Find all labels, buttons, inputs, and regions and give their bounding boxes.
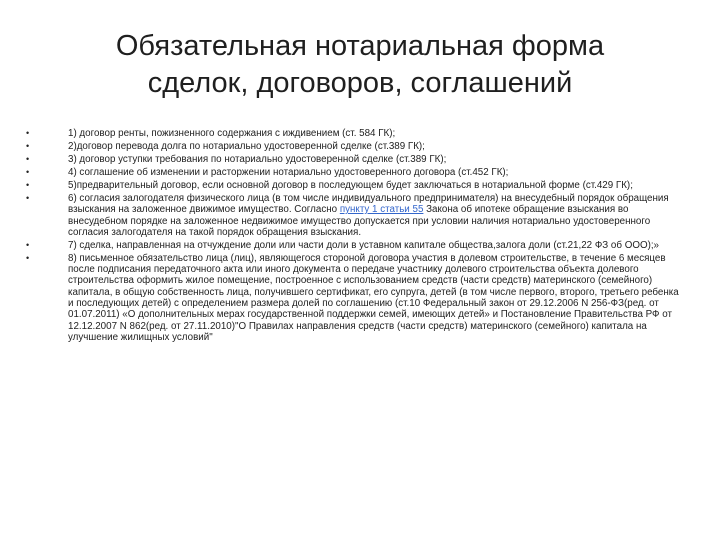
bullet-icon: •	[26, 166, 30, 177]
bullet-icon: •	[26, 153, 30, 164]
bullet-icon: •	[26, 179, 30, 190]
list-item-1	[26, 128, 686, 139]
list-item-6	[26, 193, 686, 238]
bullet-icon: •	[26, 140, 30, 151]
list-item-text: 5)предварительный договор, если основной договор в последующем будет заключаться в нотариальной форме (ст.429 ГК);	[68, 179, 633, 191]
list-item-text: 3) договор уступки требования по нотариально удостоверенной сделке (ст.389 ГК);	[68, 153, 447, 165]
law-article-link[interactable]: пункту 1 статьи 55	[339, 204, 424, 216]
bullet-icon: •	[26, 128, 30, 138]
list-item-3	[26, 154, 686, 165]
list-item-8	[26, 253, 686, 343]
list-item-2	[26, 141, 686, 152]
list-item-text: 4) соглашение об изменении и расторжении нотариально удостоверенного договора (ст.452 ГК);	[68, 166, 509, 178]
title-line-2: сделок, договоров, соглашений	[147, 67, 573, 99]
list-item-text: 8) письменное обязательство лица (лиц), являющегося стороной договора участия в долевом строительстве, в течение 6 месяцев после подписания передаточного акта или иного документа о передаче участнику долевого строительства объекта долевого строительства оформить жилое помещение, построенное с использованием средств (части средств) материнского (семейного) капитала, в общую собственность лица, получившего сертификат, его супруга, детей (в том числе первого, второго, третьего ребенка и последующих детей) с определением размера долей по соглашению (ст.10 Федеральный закон от 29.12.2006 N 256-ФЗ(ред. от 01.07.2011) «О дополнительных мерах государственной поддержки семей, имеющих детей» и Постановление Правительства РФ от 12.12.2007 N 862(ред. от 27.11.2010)"О Правилах направления средств (части средств) материнского (семейного) капитала на улучшение жилищных условий"	[68, 252, 679, 343]
bullet-icon: •	[26, 239, 30, 250]
list-item-text: 6) согласия залогодателя физического лица (в том числе индивидуального предпринимателя) на внесудебный порядок обращения взыскания на заложенное движимое имущество. Согласно	[68, 192, 669, 216]
list-item-5	[26, 180, 686, 191]
bullet-icon: •	[26, 252, 30, 263]
title-line-1: Обязательная нотариальная форма	[115, 30, 605, 62]
list-item-text: 2)договор перевода долга по нотариально удостоверенной сделке (ст.389 ГК);	[68, 140, 425, 152]
list-item-7	[26, 240, 686, 251]
bullet-icon: •	[26, 192, 30, 203]
list-item-text: 1) договор ренты, пожизненного содержания с иждивением (ст. 584 ГК);	[68, 128, 396, 139]
list-item-text: 7) сделка, направленная на отчуждение доли или части доли в уставном капитале общества,залога доли (ст.21,22 ФЗ об ООО);»	[68, 239, 660, 251]
list-item-text-continued: Закона об ипотеке обращение взыскания во внесудебном порядке на заложенное недвижимое имущество допускается при условии наличия нотариально удостоверенного согласия залогодателя на такой порядок обращения взыскания.	[68, 204, 651, 238]
bullet-list	[26, 128, 686, 345]
slide-title	[40, 28, 680, 102]
list-item-4	[26, 167, 686, 178]
